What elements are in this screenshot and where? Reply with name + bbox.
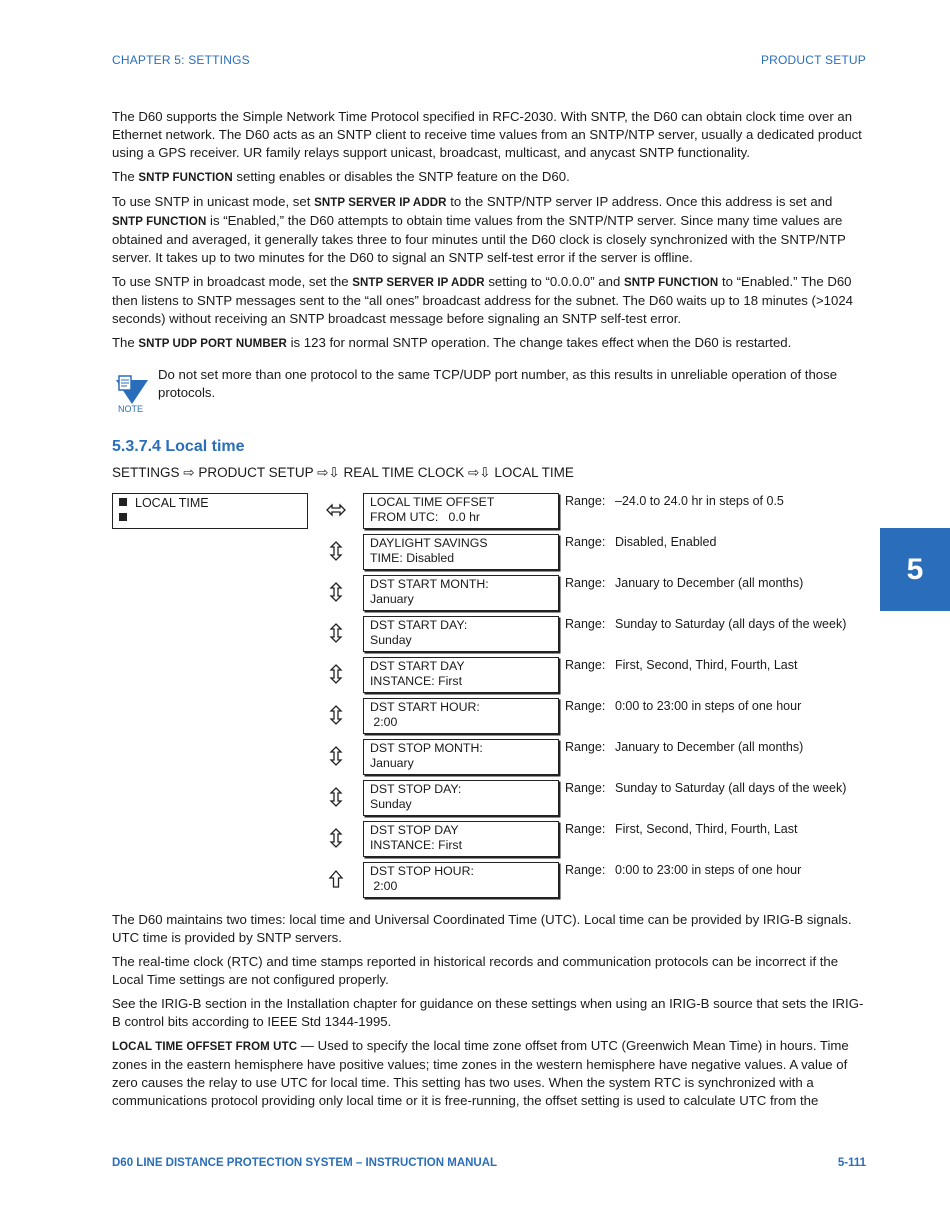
range-label: Range: (565, 617, 606, 631)
setting-row (325, 616, 865, 652)
intro-paragraph-4: To use SNTP in broadcast mode, set the SNTP SERVER IP ADDR setting to “0.0.0.0” and SNTP FUNCTION to “Enabled.” The D60 then listens to SNTP messages sent to the “all ones” broadcast address for the subnet. The D60 waits up to 18 minutes (>1024 seconds) without receiving an SNTP broadcast message before signaling an SNTP self-test error. (112, 274, 853, 326)
setting-line-2: Sunday (370, 796, 412, 811)
setting-line-2: January (370, 591, 414, 606)
setting-display-box (363, 780, 559, 816)
up-down-arrow-icon (325, 622, 347, 644)
range-label: Range: (565, 494, 606, 508)
range-value: 0:00 to 23:00 in steps of one hour (615, 863, 802, 877)
range-label: Range: (565, 699, 606, 713)
setting-line-1: DST START DAY (370, 659, 465, 673)
setting-line-2: Sunday (370, 632, 412, 647)
range-value: First, Second, Third, Fourth, Last (615, 822, 798, 836)
setting-line-1: DST STOP DAY: (370, 782, 462, 796)
up-down-arrow-icon (325, 827, 347, 849)
intro-paragraph-5: The SNTP UDP PORT NUMBER is 123 for normal SNTP operation. The change takes effect when the D60 is restarted. (112, 335, 792, 350)
setting-display-box (363, 739, 559, 775)
after-paragraph-3: See the IRIG-B section in the Installation chapter for guidance on these settings when using an IRIG-B source that sets the IRIG-B control bits according to IEEE Std 1344-1995. (112, 996, 864, 1029)
up-down-arrow-icon (325, 786, 347, 808)
setting-row (325, 821, 865, 857)
footer-title: D60 LINE DISTANCE PROTECTION SYSTEM – INSTRUCTION MANUAL (112, 1157, 498, 1169)
setting-line-2: FROM UTC: 0.0 hr (370, 509, 480, 524)
setting-row (325, 534, 865, 570)
setting-row (325, 739, 865, 775)
range-label: Range: (565, 576, 606, 590)
up-down-arrow-icon (325, 745, 347, 767)
after-paragraph-4: LOCAL TIME OFFSET FROM UTC — Used to specify the local time zone offset from UTC (Greenwich Mean Time) in hours. Time zones in the eastern hemisphere have positive values; time zones in the western hemisphere have negative values. A value of zero causes the relay to use UTC for local time. This setting has two uses. When the system RTC is synchronized with a communications protocol providing only local time or it is free-running, the offset setting is used to calculate UTC from the (112, 1038, 849, 1108)
section-title: 5.3.7.4 Local time (112, 438, 245, 455)
setting-line-1: DST START HOUR: (370, 700, 480, 714)
menu-bullet-icon (119, 513, 127, 521)
range-value: First, Second, Third, Fourth, Last (615, 658, 798, 672)
setting-line-1: DST STOP HOUR: (370, 864, 474, 878)
up-down-arrow-icon (325, 663, 347, 685)
range-value: Sunday to Saturday (all days of the week) (615, 781, 847, 795)
up-arrow-icon (325, 868, 347, 890)
after-text (112, 911, 864, 1116)
range-label: Range: (565, 740, 606, 754)
intro-paragraph-3: To use SNTP in unicast mode, set SNTP SERVER IP ADDR to the SNTP/NTP server IP address. Once this address is set and SNTP FUNCTION is “Enabled,” the D60 attempts to obtain time values from the SNTP/NTP server. Since many time values are obtained and averaged, it generally takes three to four minutes until the D60 clock is closely synchronized with the SNTP/NTP server. It takes up to two minutes for the D60 to signal an SNTP self-test error if the server is offline. (112, 194, 846, 265)
chapter-tab: 5 (880, 528, 950, 611)
setting-line-1: DST START DAY: (370, 618, 468, 632)
range-label: Range: (565, 535, 606, 549)
note-block (112, 366, 864, 418)
after-paragraph-2: The real-time clock (RTC) and time stamps reported in historical records and communication protocols can be incorrect if the Local Time settings are not configured properly. (112, 954, 839, 987)
setting-line-1: DAYLIGHT SAVINGS (370, 536, 488, 550)
setting-line-2: January (370, 755, 414, 770)
setting-display-box (363, 657, 559, 693)
range-label: Range: (565, 863, 606, 877)
intro-paragraph-2: The SNTP FUNCTION setting enables or disables the SNTP feature on the D60. (112, 169, 570, 184)
intro-paragraph-1: The D60 supports the Simple Network Time Protocol specified in RFC-2030. With SNTP, the D60 can obtain clock time over an Ethernet network. The D60 acts as an SNTP client to receive time values from an SNTP/NTP server, usually a dedicated product using a GPS receiver. UR family relays support unicast, broadcast, multicast, and anycast SNTP functionality. (112, 109, 862, 160)
menu-path: SETTINGS ⇨ PRODUCT SETUP ⇨⇩ REAL TIME CLOCK ⇨⇩ LOCAL TIME (112, 465, 574, 480)
note-text: Do not set more than one protocol to the same TCP/UDP port number, as this results in unreliable operation of those protocols. (158, 367, 838, 400)
setting-line-2: 2:00 (370, 714, 398, 729)
range-value: 0:00 to 23:00 in steps of one hour (615, 699, 802, 713)
menu-label: LOCAL TIME (135, 496, 209, 510)
setting-line-2: INSTANCE: First (370, 673, 462, 688)
setting-line-1: DST START MONTH: (370, 577, 489, 591)
range-label: Range: (565, 822, 606, 836)
setting-row (325, 780, 865, 816)
up-down-arrow-icon (325, 581, 347, 603)
setting-line-1: LOCAL TIME OFFSET (370, 495, 495, 509)
setting-line-1: DST STOP DAY (370, 823, 459, 837)
setting-display-box (363, 698, 559, 734)
up-down-arrow-icon (325, 704, 347, 726)
intro-text (112, 108, 864, 359)
range-value: January to December (all months) (615, 576, 804, 590)
section-header: PRODUCT SETUP (760, 53, 866, 67)
setting-display-box (363, 493, 559, 529)
page-number: 5-111 (837, 1157, 866, 1169)
after-paragraph-1: The D60 maintains two times: local time and Universal Coordinated Time (UTC). Local time can be provided by IRIG-B signals. UTC time is provided by SNTP servers. (112, 912, 852, 945)
range-label: Range: (565, 658, 606, 672)
chapter-header: CHAPTER 5: SETTINGS (112, 53, 250, 67)
setting-line-2: 2:00 (370, 878, 398, 893)
setting-line-1: DST STOP MONTH: (370, 741, 483, 755)
setting-line-2: TIME: Disabled (370, 550, 455, 565)
up-down-arrow-icon (325, 540, 347, 562)
setting-row (325, 862, 865, 898)
setting-line-2: INSTANCE: First (370, 837, 462, 852)
range-value: Disabled, Enabled (615, 535, 717, 549)
note-label: NOTE (118, 404, 144, 414)
range-value: Sunday to Saturday (all days of the week) (615, 617, 847, 631)
range-value: January to December (all months) (615, 740, 804, 754)
setting-display-box (363, 616, 559, 652)
setting-display-box (363, 862, 559, 898)
range-label: Range: (565, 781, 606, 795)
left-right-arrow-icon (325, 499, 347, 521)
setting-display-box (363, 575, 559, 611)
range-value: –24.0 to 24.0 hr in steps of 0.5 (615, 494, 784, 508)
setting-display-box (363, 534, 559, 570)
setting-row (325, 698, 865, 734)
setting-display-box (363, 821, 559, 857)
menu-bullet-icon (119, 498, 127, 506)
setting-row (325, 493, 865, 529)
local-time-menu-box (112, 493, 308, 529)
setting-row (325, 575, 865, 611)
setting-row (325, 657, 865, 693)
